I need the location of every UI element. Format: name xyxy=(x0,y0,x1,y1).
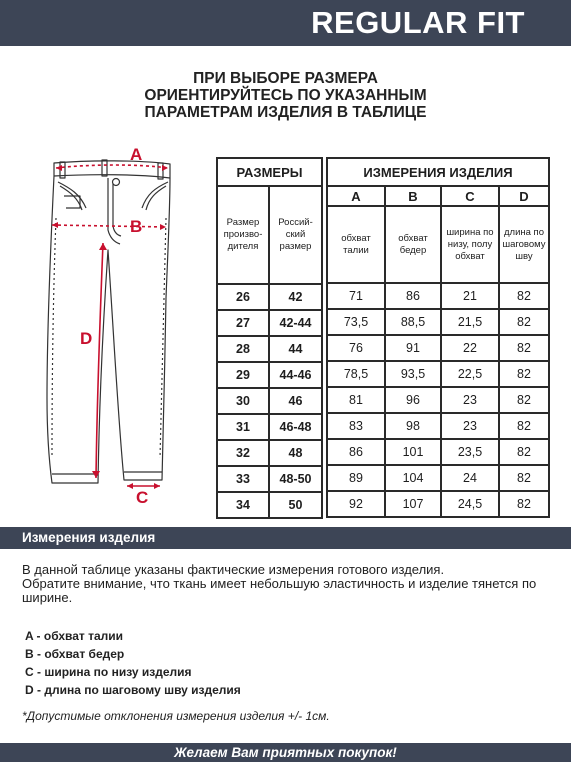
waist-cell: 76 xyxy=(327,335,385,361)
manufacturer-size-cell: 27 xyxy=(217,310,269,336)
russian-size-cell: 46 xyxy=(269,388,322,414)
legend-item-b: B - обхват бедер xyxy=(25,647,125,661)
measurements-row xyxy=(327,439,549,465)
inseam-cell: 82 xyxy=(499,491,549,517)
manufacturer-size-cell: 26 xyxy=(217,284,269,310)
hip-cell: 96 xyxy=(385,387,441,413)
sizes-row xyxy=(217,388,322,414)
col-desc-a: обхват талии xyxy=(327,206,385,283)
legend-item-a: A - обхват талии xyxy=(25,629,124,643)
inseam-cell: 82 xyxy=(499,465,549,491)
manufacturer-size-cell: 34 xyxy=(217,492,269,518)
inseam-cell: 82 xyxy=(499,439,549,465)
measurements-row xyxy=(327,413,549,439)
footer-text: Желаем Вам приятных покупок! xyxy=(174,745,397,760)
legend-item-d: D - длина по шаговому шву изделия xyxy=(25,683,241,697)
sizes-row xyxy=(217,492,322,518)
russian-size-cell: 46-48 xyxy=(269,414,322,440)
hem-width-cell: 21,5 xyxy=(441,309,499,335)
measurement-legend xyxy=(25,627,241,699)
col-letter-d: D xyxy=(499,186,549,206)
hip-cell: 107 xyxy=(385,491,441,517)
hip-cell: 86 xyxy=(385,283,441,309)
description-p1: В данной таблице указаны фактические измерения готового изделия. xyxy=(22,562,445,577)
sizes-table-body xyxy=(217,284,322,518)
hem-width-cell: 23 xyxy=(441,413,499,439)
waist-cell: 73,5 xyxy=(327,309,385,335)
hip-cell: 88,5 xyxy=(385,309,441,335)
hip-cell: 91 xyxy=(385,335,441,361)
hip-cell: 104 xyxy=(385,465,441,491)
hem-width-cell: 24 xyxy=(441,465,499,491)
measurements-row xyxy=(327,335,549,361)
hem-width-cell: 23,5 xyxy=(441,439,499,465)
jeans-measurement-diagram xyxy=(0,138,210,508)
section-title: Измерения изделия xyxy=(22,530,156,545)
description xyxy=(22,563,552,605)
col-desc-b: обхват бедер xyxy=(385,206,441,283)
inseam-cell: 82 xyxy=(499,335,549,361)
russian-size-cell: 48 xyxy=(269,440,322,466)
hem-width-cell: 23 xyxy=(441,387,499,413)
footer-banner xyxy=(0,743,571,762)
russian-size-cell: 48-50 xyxy=(269,466,322,492)
manufacturer-size-cell: 30 xyxy=(217,388,269,414)
manufacturer-size-header: Размер произво- дителя xyxy=(217,186,269,284)
manufacturer-size-cell: 32 xyxy=(217,440,269,466)
sizes-row xyxy=(217,284,322,310)
size-advice-heading xyxy=(0,70,571,121)
inseam-cell: 82 xyxy=(499,309,549,335)
sizes-row xyxy=(217,466,322,492)
col-letter-a: A xyxy=(327,186,385,206)
hip-cell: 93,5 xyxy=(385,361,441,387)
manufacturer-size-cell: 33 xyxy=(217,466,269,492)
heading-line-2: ОРИЕНТИРУЙТЕСЬ ПО УКАЗАННЫМ xyxy=(144,87,427,104)
fit-title: REGULAR FIT xyxy=(311,5,525,40)
hem-width-cell: 24,5 xyxy=(441,491,499,517)
col-letter-b: B xyxy=(385,186,441,206)
sizes-row xyxy=(217,440,322,466)
russian-size-header: Россий- ский размер xyxy=(269,186,322,284)
sizes-table xyxy=(216,157,323,519)
measurements-row xyxy=(327,283,549,309)
manufacturer-size-cell: 31 xyxy=(217,414,269,440)
waist-cell: 86 xyxy=(327,439,385,465)
russian-size-cell: 44 xyxy=(269,336,322,362)
sizes-row xyxy=(217,414,322,440)
label-d: D xyxy=(80,329,93,348)
russian-size-cell: 50 xyxy=(269,492,322,518)
waist-cell: 92 xyxy=(327,491,385,517)
inseam-cell: 82 xyxy=(499,413,549,439)
russian-size-cell: 42-44 xyxy=(269,310,322,336)
sizes-row xyxy=(217,362,322,388)
measurements-row xyxy=(327,387,549,413)
label-c: C xyxy=(136,488,149,507)
sizes-row xyxy=(217,310,322,336)
waist-cell: 89 xyxy=(327,465,385,491)
description-p2: Обратите внимание, что ткань имеет небольшую эластичность и изделие тянется по ширине. xyxy=(22,576,537,605)
legend-item-c: C - ширина по низу изделия xyxy=(25,665,192,679)
measurements-row xyxy=(327,361,549,387)
waist-cell: 78,5 xyxy=(327,361,385,387)
inseam-cell: 82 xyxy=(499,387,549,413)
top-banner xyxy=(0,0,571,46)
manufacturer-size-cell: 28 xyxy=(217,336,269,362)
measurements-row xyxy=(327,465,549,491)
sizes-table-title: РАЗМЕРЫ xyxy=(217,158,322,186)
heading-line-1: ПРИ ВЫБОРЕ РАЗМЕРА xyxy=(193,70,378,87)
col-desc-d: длина по шаговому шву xyxy=(499,206,549,283)
measurements-table-title: ИЗМЕРЕНИЯ ИЗДЕЛИЯ xyxy=(327,158,549,186)
russian-size-cell: 44-46 xyxy=(269,362,322,388)
waist-cell: 71 xyxy=(327,283,385,309)
waist-cell: 83 xyxy=(327,413,385,439)
section-header xyxy=(0,527,571,549)
measurements-row xyxy=(327,491,549,517)
tolerance-note: *Допустимые отклонения измерения изделия +/- 1см. xyxy=(22,709,330,723)
hem-width-cell: 21 xyxy=(441,283,499,309)
manufacturer-size-cell: 29 xyxy=(217,362,269,388)
measurements-table-body xyxy=(327,283,549,517)
heading-line-3: ПАРАМЕТРАМ ИЗДЕЛИЯ В ТАБЛИЦЕ xyxy=(144,104,427,121)
inseam-cell: 82 xyxy=(499,361,549,387)
hem-width-cell: 22 xyxy=(441,335,499,361)
hem-width-cell: 22,5 xyxy=(441,361,499,387)
inseam-cell: 82 xyxy=(499,283,549,309)
measurements-table xyxy=(326,157,550,518)
russian-size-cell: 42 xyxy=(269,284,322,310)
waist-cell: 81 xyxy=(327,387,385,413)
col-letter-c: C xyxy=(441,186,499,206)
label-b: B xyxy=(130,217,143,236)
sizes-row xyxy=(217,336,322,362)
hip-cell: 98 xyxy=(385,413,441,439)
hip-cell: 101 xyxy=(385,439,441,465)
col-desc-c: ширина по низу, полу обхват xyxy=(441,206,499,283)
measurements-row xyxy=(327,309,549,335)
label-a: A xyxy=(130,145,143,164)
